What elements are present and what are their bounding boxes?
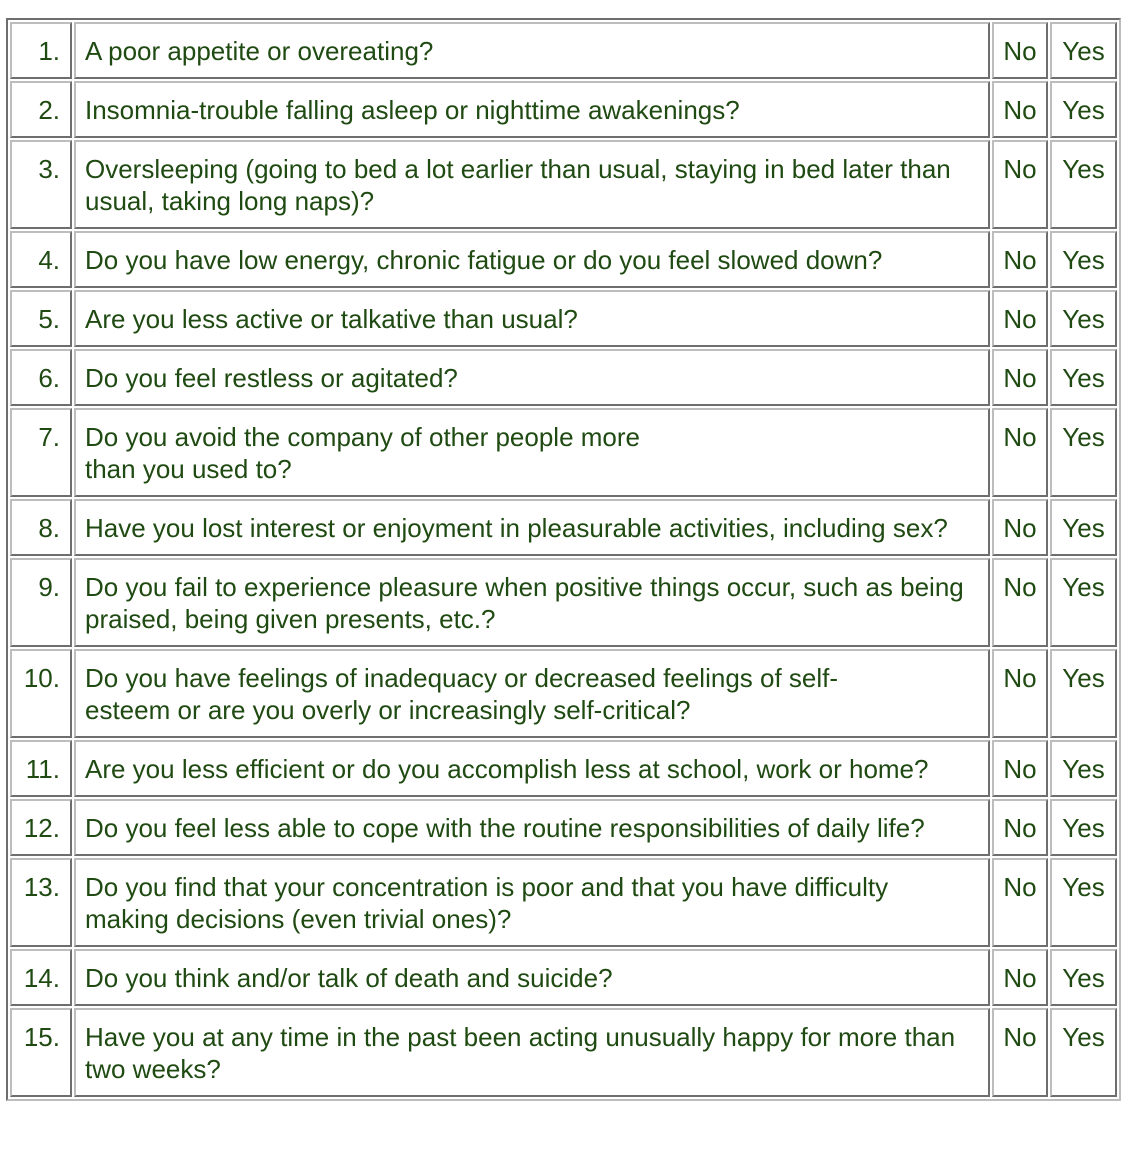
question-text: Do you fail to experience pleasure when positive things occur, such as being praised, being given presents, etc.? xyxy=(85,572,964,634)
question-number: 5. xyxy=(10,290,72,347)
answer-yes-option[interactable]: Yes xyxy=(1050,140,1117,229)
answer-yes-option[interactable]: Yes xyxy=(1050,858,1117,947)
question-row xyxy=(10,408,1117,497)
question-text: Are you less active or talkative than usual? xyxy=(85,304,578,334)
question-cell xyxy=(74,649,990,738)
answer-no-option[interactable]: No xyxy=(992,1008,1048,1097)
question-row xyxy=(10,349,1117,406)
question-number: 8. xyxy=(10,499,72,556)
question-text: Have you lost interest or enjoyment in pleasurable activities, including sex? xyxy=(85,513,948,543)
question-number: 7. xyxy=(10,408,72,497)
question-number: 3. xyxy=(10,140,72,229)
question-row xyxy=(10,1008,1117,1097)
answer-yes-option[interactable]: Yes xyxy=(1050,22,1117,79)
question-cell xyxy=(74,140,990,229)
answer-yes-option[interactable]: Yes xyxy=(1050,649,1117,738)
question-number: 15. xyxy=(10,1008,72,1097)
answer-no-option[interactable]: No xyxy=(992,558,1048,647)
question-cell xyxy=(74,349,990,406)
question-cell xyxy=(74,1008,990,1097)
question-number: 9. xyxy=(10,558,72,647)
question-row xyxy=(10,649,1117,738)
question-text: Do you think and/or talk of death and suicide? xyxy=(85,963,613,993)
answer-yes-option[interactable]: Yes xyxy=(1050,740,1117,797)
answer-no-option[interactable]: No xyxy=(992,231,1048,288)
answer-yes-option[interactable]: Yes xyxy=(1050,1008,1117,1097)
question-text: Do you feel less able to cope with the routine responsibilities of daily life? xyxy=(85,813,925,843)
question-row xyxy=(10,231,1117,288)
question-text: Are you less efficient or do you accomplish less at school, work or home? xyxy=(85,754,929,784)
question-row xyxy=(10,949,1117,1006)
question-text: A poor appetite or overeating? xyxy=(85,36,434,66)
question-number: 4. xyxy=(10,231,72,288)
question-cell xyxy=(74,858,990,947)
question-row xyxy=(10,499,1117,556)
question-row xyxy=(10,140,1117,229)
answer-yes-option[interactable]: Yes xyxy=(1050,408,1117,497)
question-text: Do you feel restless or agitated? xyxy=(85,363,458,393)
answer-yes-option[interactable]: Yes xyxy=(1050,499,1117,556)
answer-no-option[interactable]: No xyxy=(992,949,1048,1006)
answer-yes-option[interactable]: Yes xyxy=(1050,949,1117,1006)
question-text: Oversleeping (going to bed a lot earlier than usual, staying in bed later than usual, taking long naps)? xyxy=(85,154,951,216)
answer-yes-option[interactable]: Yes xyxy=(1050,81,1117,138)
answer-yes-option[interactable]: Yes xyxy=(1050,558,1117,647)
answer-no-option[interactable]: No xyxy=(992,349,1048,406)
question-number: 14. xyxy=(10,949,72,1006)
question-cell xyxy=(74,81,990,138)
question-row xyxy=(10,22,1117,79)
question-cell xyxy=(74,231,990,288)
question-row xyxy=(10,81,1117,138)
question-cell xyxy=(74,799,990,856)
question-text: Do you have feelings of inadequacy or decreased feelings of self- esteem or are you overly or increasingly self-critical? xyxy=(85,663,839,725)
question-text: Do you find that your concentration is poor and that you have difficulty making decisions (even trivial ones)? xyxy=(85,872,889,934)
question-number: 10. xyxy=(10,649,72,738)
question-row xyxy=(10,558,1117,647)
answer-no-option[interactable]: No xyxy=(992,499,1048,556)
question-row xyxy=(10,858,1117,947)
question-cell xyxy=(74,290,990,347)
question-row xyxy=(10,740,1117,797)
answer-yes-option[interactable]: Yes xyxy=(1050,231,1117,288)
answer-yes-option[interactable]: Yes xyxy=(1050,799,1117,856)
answer-no-option[interactable]: No xyxy=(992,799,1048,856)
answer-no-option[interactable]: No xyxy=(992,81,1048,138)
answer-no-option[interactable]: No xyxy=(992,140,1048,229)
question-number: 13. xyxy=(10,858,72,947)
question-text: Do you have low energy, chronic fatigue or do you feel slowed down? xyxy=(85,245,883,275)
question-cell xyxy=(74,22,990,79)
answer-yes-option[interactable]: Yes xyxy=(1050,349,1117,406)
answer-no-option[interactable]: No xyxy=(992,408,1048,497)
question-rows xyxy=(10,22,1117,1097)
question-text: Have you at any time in the past been acting unusually happy for more than two weeks? xyxy=(85,1022,956,1084)
answer-yes-option[interactable]: Yes xyxy=(1050,290,1117,347)
answer-no-option[interactable]: No xyxy=(992,858,1048,947)
answer-no-option[interactable]: No xyxy=(992,22,1048,79)
question-cell xyxy=(74,499,990,556)
question-number: 12. xyxy=(10,799,72,856)
answer-no-option[interactable]: No xyxy=(992,290,1048,347)
question-text: Insomnia-trouble falling asleep or nighttime awakenings? xyxy=(85,95,740,125)
answer-no-option[interactable]: No xyxy=(992,740,1048,797)
question-row xyxy=(10,799,1117,856)
question-cell xyxy=(74,558,990,647)
question-cell xyxy=(74,408,990,497)
question-number: 11. xyxy=(10,740,72,797)
questionnaire-table xyxy=(6,18,1121,1101)
question-number: 6. xyxy=(10,349,72,406)
question-cell xyxy=(74,740,990,797)
question-number: 1. xyxy=(10,22,72,79)
question-cell xyxy=(74,949,990,1006)
question-number: 2. xyxy=(10,81,72,138)
question-row xyxy=(10,290,1117,347)
answer-no-option[interactable]: No xyxy=(992,649,1048,738)
question-text: Do you avoid the company of other people more than you used to? xyxy=(85,422,641,484)
